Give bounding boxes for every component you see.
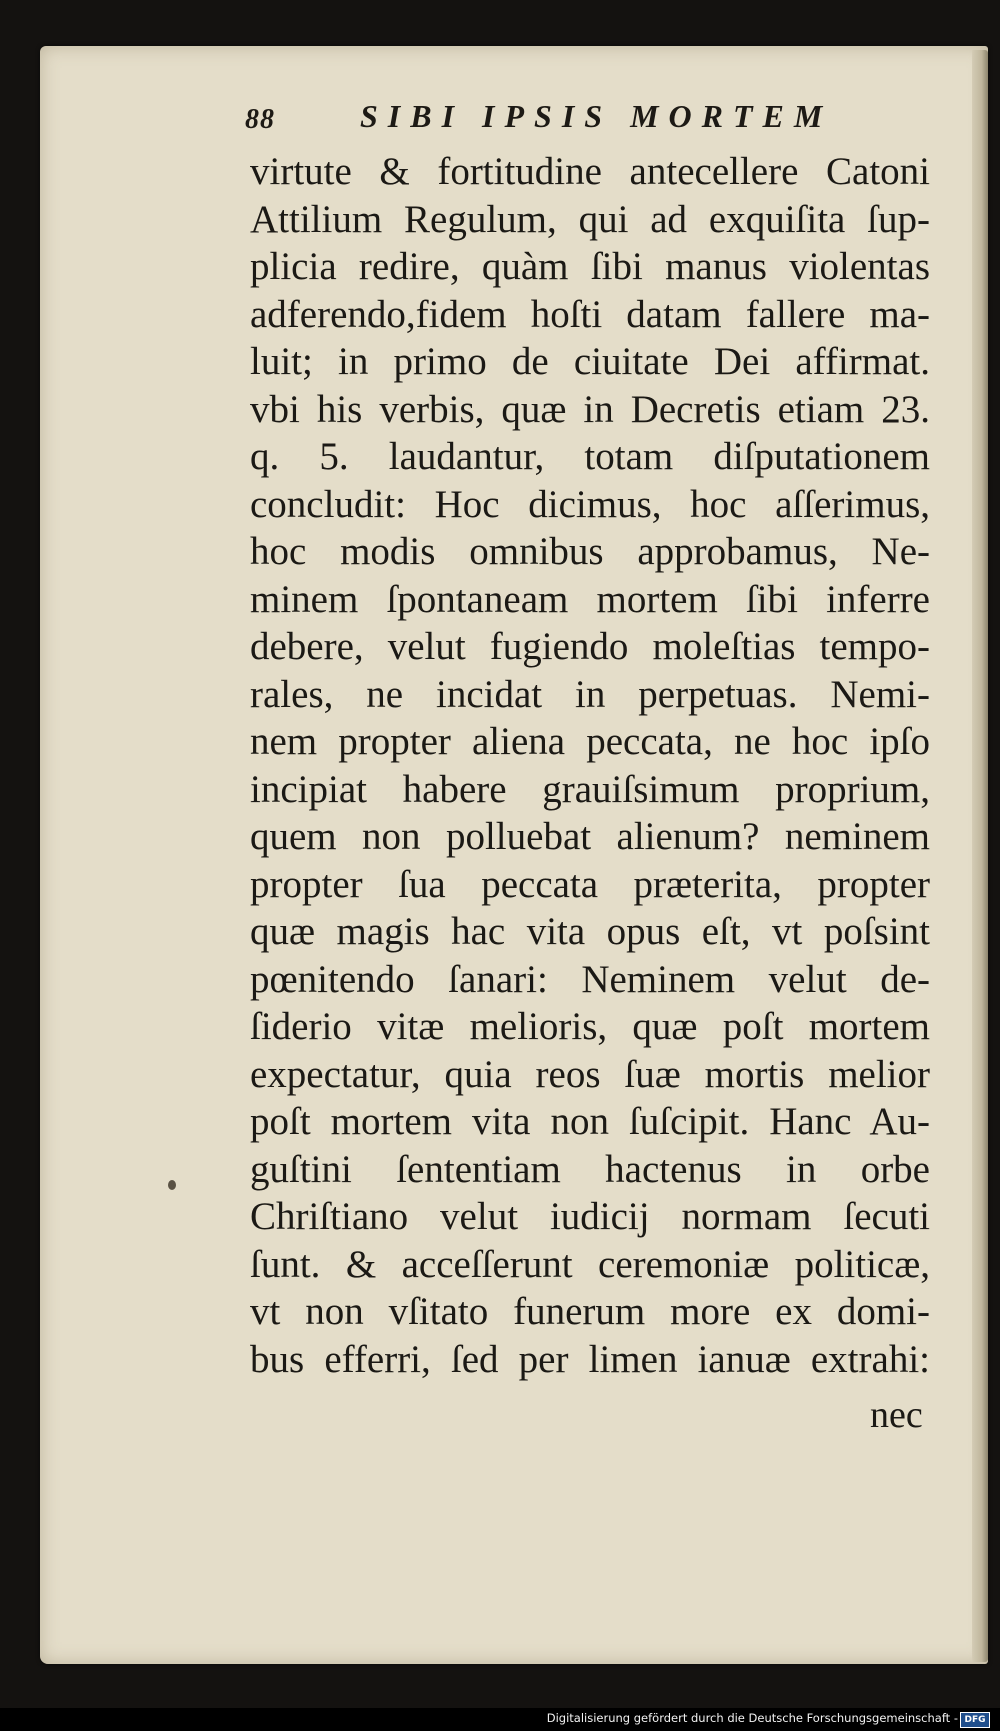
text-line: Attilium Regulum, qui ad exquiſita ſup- <box>250 197 930 241</box>
text-line: concludit: Hoc dicimus, hoc aſſerimus, <box>250 482 930 526</box>
page-edge <box>972 50 988 1662</box>
dfg-logo: DFG <box>960 1712 990 1728</box>
text-line: ſiderio vitæ melioris, quæ poſt mortem <box>250 1005 930 1048</box>
running-head-title: SIBI IPSIS MORTEM <box>360 98 833 134</box>
text-line: quæ magis hac vita opus eſt, vt poſsint <box>250 910 930 953</box>
text-line: poſt mortem vita non ſuſcipit. Hanc Au- <box>250 1100 930 1143</box>
text-line: incipiat habere grauiſsimum proprium, <box>250 767 930 811</box>
text-line: virtute & fortitudine antecellere Catoni <box>250 150 930 193</box>
text-line: luit; in primo de ciuitate Dei affirmat. <box>250 340 930 383</box>
text-line: plicia redire, quàm ſibi manus violentas <box>250 245 930 288</box>
text-line: nem propter aliena peccata, ne hoc ipſo <box>250 720 930 763</box>
running-head <box>245 98 865 148</box>
text-line: propter ſua peccata præterita, propter <box>250 862 930 906</box>
text-line: expectatur, quia reos ſuæ mortis melior <box>250 1052 930 1096</box>
footer-bar <box>0 1708 1000 1731</box>
text-line: debere, velut fugiendo moleſtias tempo- <box>250 625 930 668</box>
text-line: ſunt. & acceſſerunt ceremoniæ politicæ, <box>250 1242 930 1286</box>
text-line: q. 5. laudantur, totam diſputationem <box>250 435 930 478</box>
text-line: minem ſpontaneam mortem ſibi inferre <box>250 577 930 621</box>
catchword: nec <box>870 1394 923 1436</box>
page-number: 88 <box>245 104 275 135</box>
text-line: vbi his verbis, quæ in Decretis etiam 23. <box>250 387 930 431</box>
text-line: guſtini ſententiam hactenus in orbe <box>250 1147 930 1191</box>
text-line: quem non polluebat alienum? neminem <box>250 815 930 858</box>
ink-spot <box>168 1180 176 1190</box>
text-line: vt non vſitato funerum more ex domi- <box>250 1290 930 1333</box>
funding-credit: Digitalisierung gefördert durch die Deutsche Forschungsgemeinschaft - <box>546 1711 958 1725</box>
body-text <box>250 148 930 1383</box>
text-line: bus efferri, ſed per limen ianuæ extrahi: <box>250 1337 930 1381</box>
text-line: hoc modis omnibus approbamus, Ne- <box>250 530 930 573</box>
text-line: rales, ne incidat in perpetuas. Nemi- <box>250 672 930 716</box>
text-line: Chriſtiano velut iudicij normam ſecuti <box>250 1195 930 1238</box>
text-line: pœnitendo ſanari: Neminem velut de- <box>250 957 930 1001</box>
text-line: adferendo,fidem hoſti datam fallere ma- <box>250 292 930 336</box>
